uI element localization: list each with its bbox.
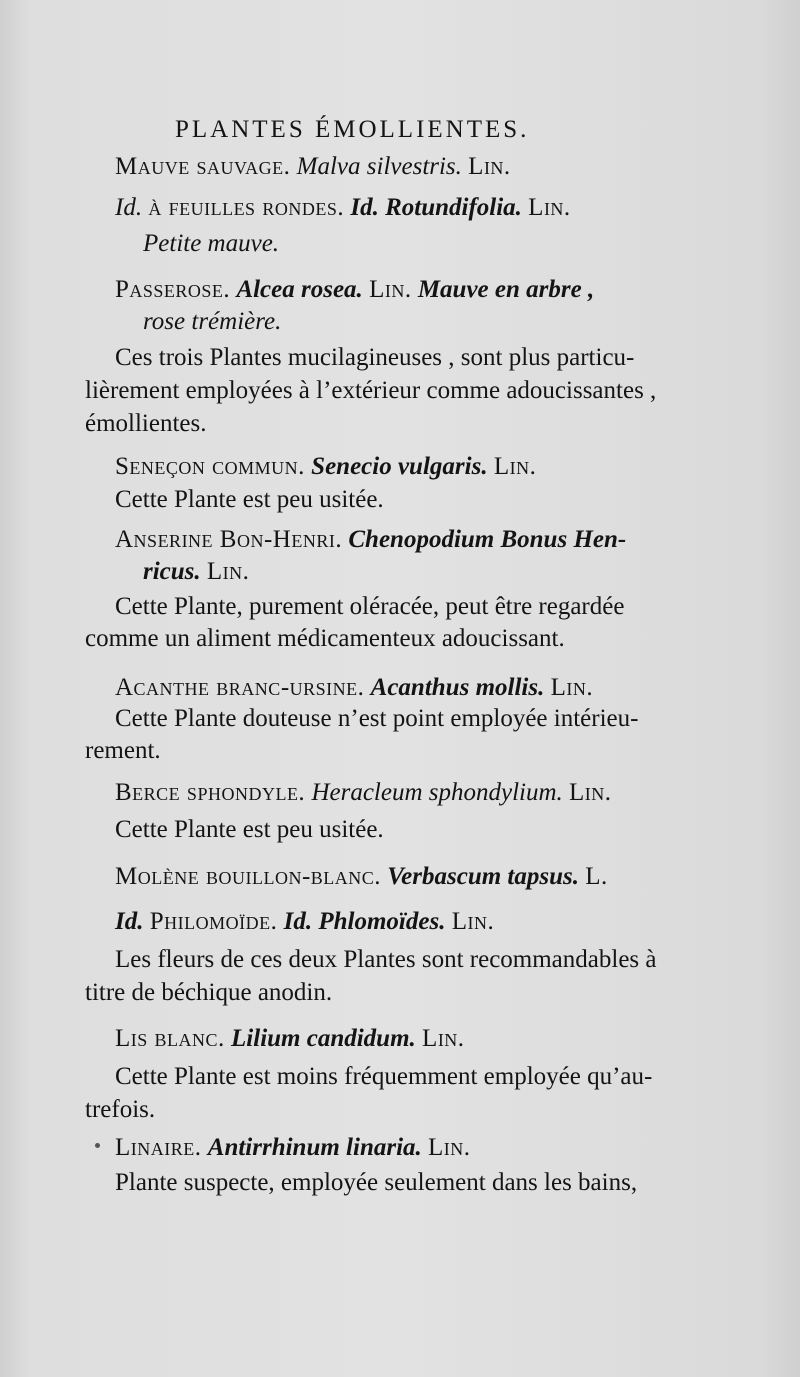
author-abbrev: Lin. (422, 1025, 465, 1052)
latin-name: Verbascum tapsus. (387, 863, 579, 890)
body-line: Cette Plante est peu usitée. (115, 816, 384, 843)
latin-name: Antirrhinum linaria. (207, 1134, 422, 1161)
author-abbrev: Lin. (468, 153, 511, 180)
author-abbrev: Lin. (369, 276, 412, 303)
synonym-line: rose trémière. (143, 308, 282, 335)
body-line: Cette Plante, purement oléracée, peut être regardée (115, 593, 625, 620)
body-line: Cette Plante est peu usitée. (115, 486, 384, 513)
entry-molene (115, 862, 608, 892)
body-line: trefois. (85, 1096, 156, 1123)
id-abbrev: Id. (115, 908, 144, 935)
latin-name: Acanthus mollis. (370, 674, 545, 701)
entry-anserine (115, 525, 626, 555)
body-line: rement. (85, 737, 161, 764)
id-abbrev: Id. (115, 194, 143, 221)
latin-name: Lilium candidum. (231, 1025, 416, 1052)
entry-philomoide (115, 907, 494, 937)
id-abbrev: Id. (350, 194, 379, 221)
entry-mauve-sauvage (115, 152, 511, 182)
latin-name: Alcea rosea. (236, 276, 363, 303)
latin-name: Phlomoïdes. (318, 908, 446, 935)
entry-berce (115, 778, 612, 808)
ink-speck (95, 1143, 100, 1148)
body-line: Ces trois Plantes mucilagineuses , sont plus particu- (115, 344, 635, 371)
entry-lis-blanc (115, 1024, 465, 1054)
body-line: Cette Plante douteuse n’est point employée intérieu- (115, 705, 639, 732)
entry-mauve-rondes (115, 193, 571, 223)
synonym-line: Petite mauve. (143, 230, 280, 257)
entry-linaire (115, 1133, 471, 1163)
common-name: Passerose. (115, 276, 231, 303)
body-line: Cette Plante est moins fréquemment employée qu’au- (115, 1063, 653, 1090)
common-name: Mauve sauvage. (115, 153, 291, 180)
entry-acanthe (115, 673, 593, 703)
body-line: Plante suspecte, employée seulement dans les bains, (115, 1169, 638, 1196)
author-abbrev: Lin. (428, 1134, 471, 1161)
common-name: Seneçon commun. (115, 453, 305, 480)
page-title: PLANTES ÉMOLLIENTES. (175, 116, 530, 143)
latin-name: Senecio vulgaris. (311, 453, 488, 480)
body-line: émollientes. (85, 410, 207, 437)
author-abbrev: Lin. (569, 779, 612, 806)
entry-passerose (115, 275, 594, 305)
body-line: lièrement employées à l’extérieur comme adoucissantes , (85, 377, 657, 404)
latin-name: Heracleum sphondylium. (311, 779, 563, 806)
body-line: comme un aliment médicamenteux adoucissant. (85, 625, 565, 652)
common-name: Anserine Bon-Henri. (115, 526, 343, 553)
author-abbrev: Lin. (550, 674, 594, 701)
author-abbrev: L. (585, 863, 608, 890)
author-abbrev: Lin. (528, 194, 571, 221)
latin-name: Chenopodium Bonus Hen- (348, 526, 627, 553)
common-name: Linaire. (115, 1134, 202, 1161)
synonym: Mauve en arbre , (417, 276, 595, 303)
author-abbrev: Lin. (493, 453, 537, 480)
common-name: Molène bouillon-blanc. (115, 863, 382, 890)
common-name: Acanthe branc-ursine. (115, 674, 365, 701)
common-name: Lis blanc. (115, 1025, 225, 1052)
common-name: à feuilles rondes. (148, 194, 345, 221)
latin-name: Malva silvestris. (296, 153, 462, 180)
author-abbrev: Lin. (451, 908, 495, 935)
body-line: titre de béchique anodin. (85, 979, 333, 1006)
common-name: Philomoïde. (149, 908, 278, 935)
author-abbrev: Lin. (206, 558, 250, 585)
entry-senecon (115, 452, 536, 482)
latin-name: ricus. (143, 558, 201, 585)
body-line: Les fleurs de ces deux Plantes sont recommandables à (115, 946, 657, 973)
latin-name: Rotundifolia. (385, 194, 522, 221)
entry-anserine-cont (143, 557, 249, 587)
common-name: Berce sphondyle. (115, 779, 306, 806)
id-abbrev: Id. (283, 908, 313, 935)
